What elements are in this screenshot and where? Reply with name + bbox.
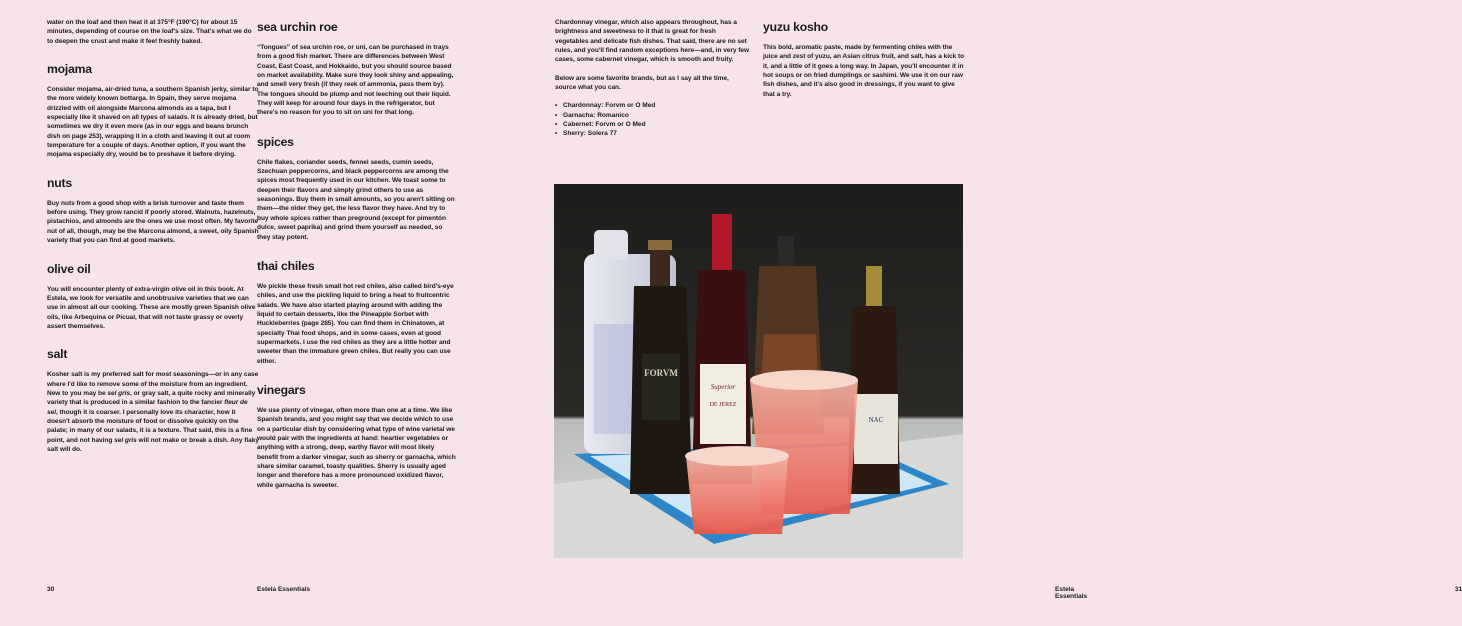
superior-label-text: Superior [710, 383, 736, 391]
vinegar-brands-list [555, 101, 750, 138]
salt-text-1: Kosher salt is my preferred salt for most seasonings—or in any case where I'd like to remove some of the moisture from an ingredient. New to you may be [47, 371, 259, 397]
spices-heading: spices [257, 134, 294, 149]
pickle-container-small [685, 446, 789, 534]
left-page [0, 0, 500, 626]
salt-paragraph [47, 370, 259, 454]
right-column-1 [555, 18, 750, 148]
list-item: • Garnacha: Romanico [555, 111, 750, 120]
jerez-label-text: DE JEREZ [709, 402, 737, 408]
left-column-1 [47, 18, 259, 463]
brands-intro: Below are some favorite brands, but as I say all the time, source what you can. [555, 74, 729, 92]
salt-text-4: will not make or break a dish. Any flaky salt will do. [47, 436, 259, 453]
running-footer-right: Estela Essentials [1055, 586, 1088, 600]
list-item: • Sherry: Solera 77 [555, 129, 750, 138]
nuts-paragraph: Buy nuts from a good shop with a brisk turnover and taste them before using. They grow rancid if poorly stored. Walnuts, hazelnuts, pistachios, and almonds are the ones we use most often. My favorite nut of all, though, may be the Marcona almond, a sweet, oily Spanish variety that you can find at good markets. [47, 199, 259, 245]
yuzu-kosho-heading: yuzu kosho [763, 20, 829, 34]
olive-oil-heading: olive oil [47, 261, 91, 276]
page-number-left: 30 [47, 586, 55, 593]
left-column-2 [257, 18, 457, 499]
forvm-label-text: FORVM [644, 368, 678, 378]
salt-heading: salt [47, 347, 68, 362]
olive-oil-paragraph: You will encounter plenty of extra-virgin olive oil in this book. At Estela, we look for versatile and unobtrusive varieties that we can use in almost all our cooking. These are mostly green Spanish olive oils, like Arbequina or Picual, that will not taste grassy or overly assert themselves. [47, 285, 256, 330]
right-column-2 [763, 18, 968, 108]
yuzu-kosho-paragraph: This bold, aromatic paste, made by fermenting chiles with the juice and zest of yuzu, an Asian citrus fruit, and salt, has a kick to it, and a little of it goes a long way. In Japan, you'll encounter it in hot soups or on fried dumplings or sashimi. We use it on our raw fish dishes, and it's also good in dressings, if you want to give that a try. [763, 44, 965, 98]
mojama-paragraph: Consider mojama, air-dried tuna, a southern Spanish jerky, similar to the more widely known bottarga. In Spain, they serve mojama drizzled with oil alongside Marcona almonds as a tapa, but I especially like it shaved on all types of salads. It is already dried, but sometimes we dry it even more (as in our eggs and beans brunch dish on page 253), wrapping it in a cloth and leaving it out at room temperature for a couple of days. Another option, if you want the mojama especially dry, would be to preshave it before drying. [47, 86, 259, 159]
salt-text-2: , or gray salt, a quite rocky and minerally variety that is produced in a similar fashion to the fancier [47, 389, 256, 407]
sea-urchin-paragraph: “Tongues” of sea urchin roe, or uni, can be purchased in trays from a good fish market. There are differences between West Coast, East Coast, and Hokkaido, but you should source based on market availability. Make sure they look shiny and appealing, and smell very fresh (if they reek of ammonia, pass them by). The tongues should be plump and not leeching out their liquid. They will keep for around four days in the refrigerator, but there's no reason for you to sit on uni for that long. [257, 44, 454, 117]
salt-emphasis-3: sel gris [114, 436, 137, 444]
thai-chiles-heading: thai chiles [257, 258, 315, 273]
nuts-heading: nuts [47, 175, 72, 190]
mojama-heading: mojama [47, 62, 92, 77]
salt-text-3: , though it is coarser. I personally love its character, how it doesn't absorb the moisture of food or dissolve quickly on the palate; in many of our salads, it is a texture. That said, this is a fine point, and not having [47, 408, 253, 444]
list-item: • Cabernet: Forvm or O Med [555, 120, 750, 129]
salt-emphasis-1: sel gris [107, 389, 131, 397]
chardonnay-paragraph: Chardonnay vinegar, which also appears throughout, has a brightness and sweetness to it that is great for fresh vegetables and delicate fish dishes. That said, there are no set rules, and you'll find random exceptions here—and, in very few cases, some cabernet vinegar, which is smooth and fruity. [555, 19, 750, 64]
list-item: • Chardonnay: Forvm or O Med [555, 101, 750, 110]
pantry-bottles-photo [554, 184, 963, 558]
salt-emphasis-2: fleur de sel [47, 399, 248, 416]
intro-paragraph: water on the loaf and then heat it at 375°F (190°C) for about 15 minutes, depending of course on the loaf's size. That's what we do to deepen the crust and make it feel freshly baked. [47, 19, 252, 45]
page-number-right: 31 [1455, 586, 1462, 593]
spices-paragraph: Chile flakes, coriander seeds, fennel seeds, cumin seeds, Szechuan peppercorns, and black peppercorns are among the spices most frequently used in our kitchen. We toast some to deepen their flavors and simply grind others to use as seasonings. Buy them in small amounts, so you aren't sitting on them—the older they get, the less flavor they have. And try to buy whole spices rather than preground (except for pimentón dulce, sweet paprika) and grind them yourself as needed, so they stay potent. [257, 158, 455, 241]
thai-chiles-paragraph: We pickle these fresh small hot red chiles, also called bird's-eye chiles, and use the pickling liquid to bring a heat to fruitcentric salads. We have also started playing around with adding the liquid to certain desserts, like the Pineapple Sorbet with Huckleberries (page 285). You can find them in Chinatown, at specialty Thai food shops, and in some cases, even at good supermarkets. I use the red chiles as they are a little hotter and sweeter than the immature green chiles. But really you can use either. [257, 282, 454, 365]
sea-urchin-heading: sea urchin roe [257, 20, 338, 34]
right-bottle-label-text: NAC [868, 416, 884, 424]
photo-illustration [554, 184, 963, 558]
running-footer-left: Estela Essentials [257, 586, 311, 593]
vinegars-paragraph: We use plenty of vinegar, often more than one at a time. We like Spanish brands, and you might say that we decide which to use on a particular dish by considering what type of wine varietal we would pair with the ingredients at hand: heartier vegetables or anything with a strong, deep, earthy flavor will most likely benefit from a darker vinegar, such as sherry or garnacha, which share similar caramel, toasty qualities. Sherry is usually aged longer and therefore has a more pronounced oxidized flavor, while garnacha is sweeter. [257, 406, 456, 489]
vinegars-heading: vinegars [257, 382, 306, 397]
